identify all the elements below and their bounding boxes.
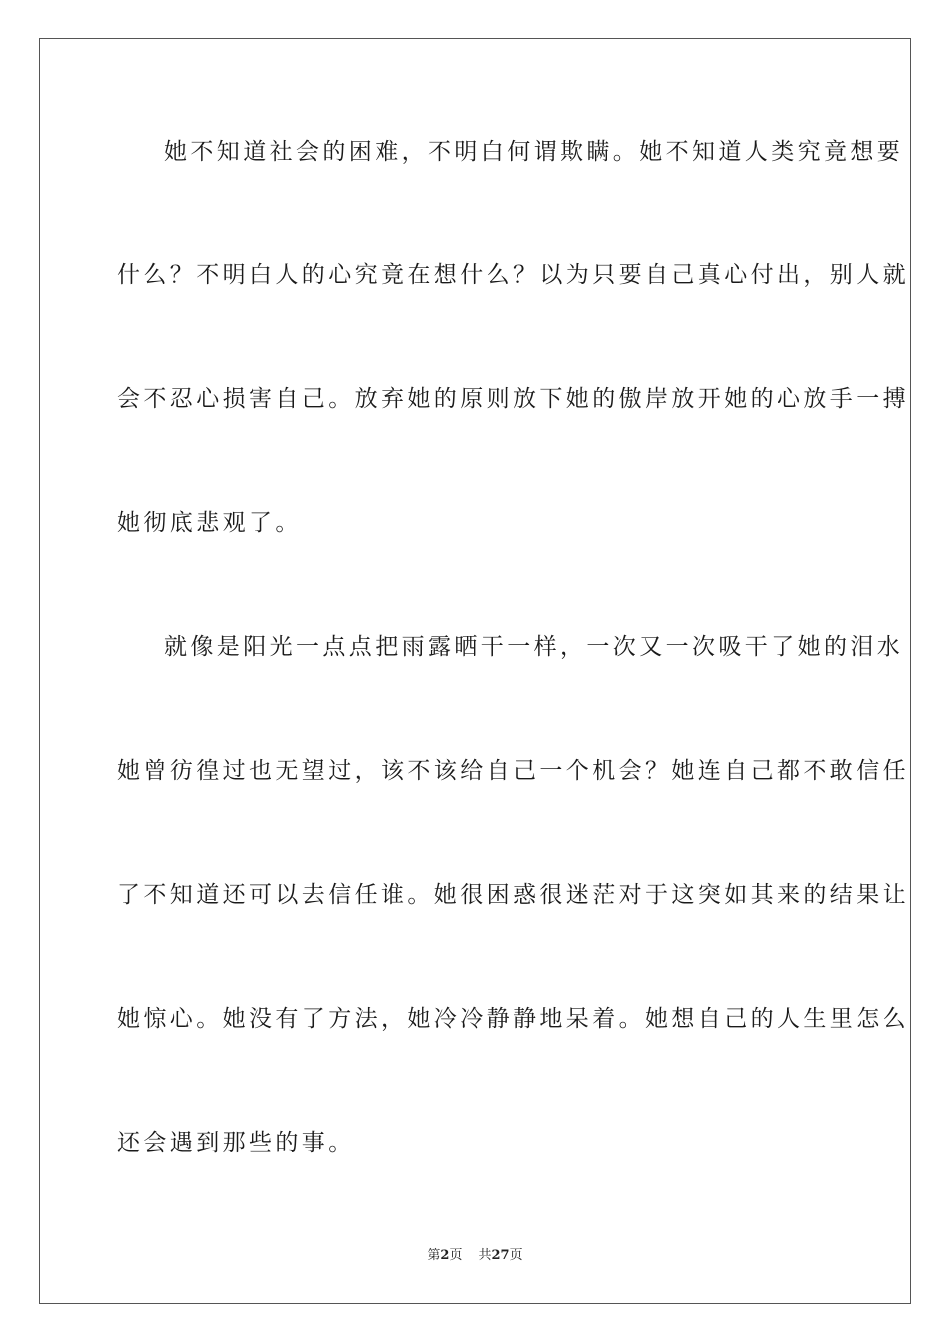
total-suffix: 页 <box>509 1248 523 1263</box>
text-line: 了不知道还可以去信任谁。她很困惑很迷茫对于这突如其来的结果让 <box>117 882 909 908</box>
page-number: 2 <box>440 1248 450 1263</box>
text-line: 还会遇到那些的事。 <box>117 1130 355 1156</box>
page-suffix: 页 <box>449 1248 463 1263</box>
text-line: 她惊心。她没有了方法，她冷冷静静地呆着。她想自己的人生里怎么 <box>117 1006 909 1032</box>
total-prefix: 共 <box>478 1248 492 1263</box>
page-prefix: 第 <box>427 1248 441 1263</box>
text-line: 会不忍心损害自己。放弃她的原则放下她的傲岸放开她的心放手一搏 <box>117 386 909 412</box>
page-border <box>39 38 911 1304</box>
text-line: 什么？不明白人的心究竟在想什么？以为只要自己真心付出，别人就 <box>117 262 909 288</box>
page-footer <box>0 1247 950 1265</box>
text-line: 她曾彷徨过也无望过，该不该给自己一个机会？她连自己都不敢信任 <box>117 758 909 784</box>
text-line: 她彻底悲观了。 <box>117 510 302 536</box>
text-line: 就像是阳光一点点把雨露晒干一样，一次又一次吸干了她的泪水 <box>164 634 904 660</box>
text-line: 她不知道社会的困难，不明白何谓欺瞒。她不知道人类究竟想要 <box>164 139 904 165</box>
total-pages: 27 <box>491 1248 510 1263</box>
